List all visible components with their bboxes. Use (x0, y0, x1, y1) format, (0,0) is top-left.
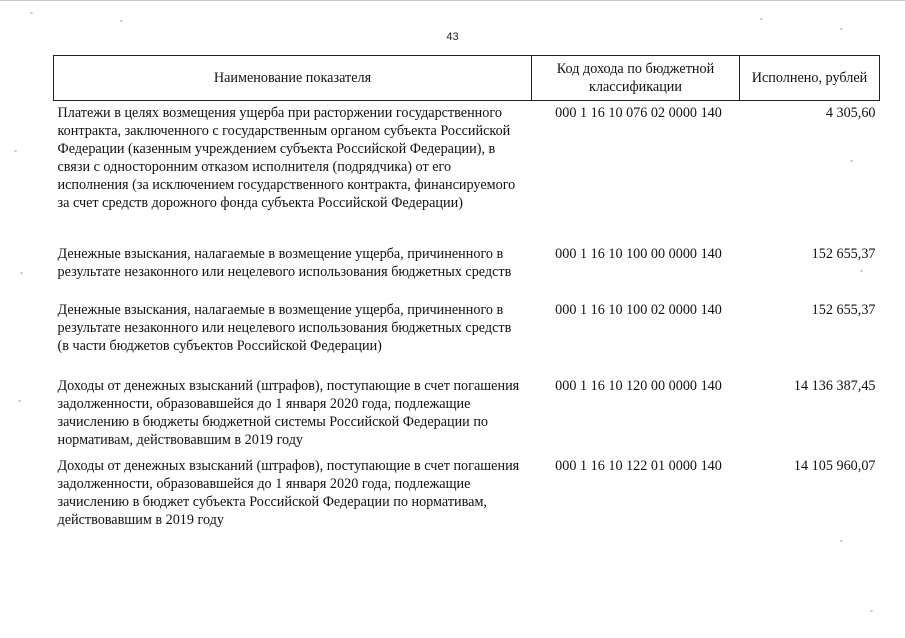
row-code: 000 1 16 10 100 02 0000 140 (555, 301, 722, 318)
row-code: 000 1 16 10 100 00 0000 140 (555, 245, 722, 262)
row-name: Доходы от денежных взысканий (штрафов), поступающие в счет погашения задолженности, образовавшейся до 1 января 2020 года, подлежащие зачислению в бюджеты бюджетной системы Российской Федерации по нормативам, действовавшим в 2019 году (57, 377, 520, 448)
row-name: Доходы от денежных взысканий (штрафов), поступающие в счет погашения задолженности, образовавшейся до 1 января 2020 года, подлежащие зачислению в бюджет субъекта Российской Федерации по нормативам, действовавшим в 2019 году (57, 457, 520, 528)
scan-speck (760, 18, 763, 20)
table-header-row (54, 56, 880, 101)
scan-speck (120, 20, 123, 22)
row-amount: 152 655,37 (811, 301, 876, 318)
row-name: Платежи в целях возмещения ущерба при расторжении государственного контракта, заключенного с государственным органом субъекта Российской Федерации (казенным учреждением субъекта Российской Федерации), в связи с односторонним отказом исполнителя (подрядчика) от его исполнения (за исключением государственного контракта, финансируемого за счет средств дорожного фонда субъекта Российской Федерации) (57, 105, 516, 211)
row-name: Денежные взыскания, налагаемые в возмещение ущерба, причиненного в результате незаконного или нецелевого использования бюджетных средств (в части бюджетов субъектов Российской Федерации) (57, 301, 512, 354)
header-amount: Исполнено, рублей (740, 56, 880, 101)
scan-speck (14, 150, 17, 152)
header-code: Код дохода по бюджетной классификации (532, 56, 740, 101)
table-row (54, 101, 880, 245)
scan-speck (840, 540, 843, 542)
scan-speck (870, 610, 873, 612)
scan-speck (860, 270, 863, 272)
row-amount: 152 655,37 (811, 245, 876, 262)
revenue-table (53, 55, 880, 533)
scan-speck (840, 28, 843, 30)
table-row (54, 457, 880, 533)
page-number: 43 (446, 31, 459, 43)
row-code: 000 1 16 10 122 01 0000 140 (555, 457, 722, 474)
table-row (54, 245, 880, 301)
table-row (54, 377, 880, 457)
row-amount: 14 105 960,07 (793, 457, 876, 474)
header-name: Наименование показателя (54, 56, 532, 101)
scan-speck (18, 400, 21, 402)
scan-speck (30, 12, 33, 14)
row-code: 000 1 16 10 120 00 0000 140 (555, 377, 722, 394)
scan-speck (20, 272, 23, 274)
scan-speck (850, 160, 853, 162)
row-amount: 4 305,60 (825, 105, 876, 121)
row-code: 000 1 16 10 076 02 0000 140 (555, 105, 722, 121)
table-row (54, 301, 880, 377)
row-amount: 14 136 387,45 (793, 377, 876, 394)
row-name: Денежные взыскания, налагаемые в возмещение ущерба, причиненного в результате незаконного или нецелевого использования бюджетных средств (57, 245, 512, 280)
top-scan-rule (0, 0, 905, 1)
